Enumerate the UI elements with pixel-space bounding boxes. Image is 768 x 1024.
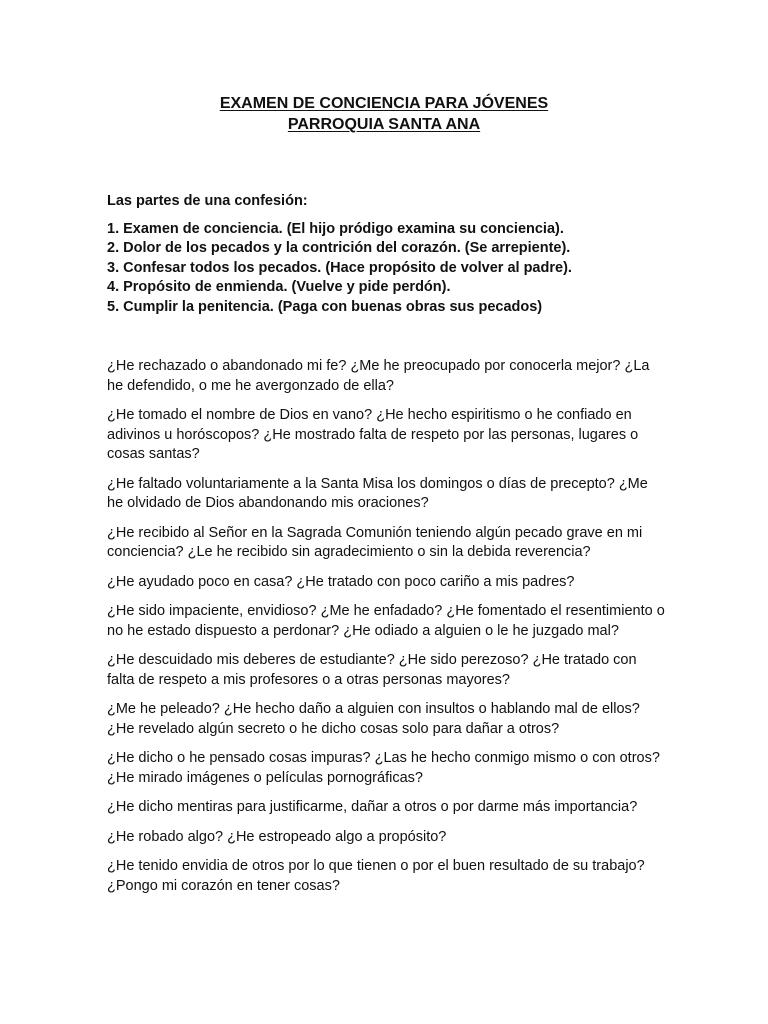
question-paragraph: ¿He tenido envidia de otros por lo que tienen o por el buen resultado de su trabajo? ¿Pongo mi corazón en tener cosas? — [107, 858, 645, 894]
parts-list-item: 2. Dolor de los pecados y la contrición del corazón. (Se arrepiente). — [107, 240, 571, 256]
title-line-1: EXAMEN DE CONCIENCIA PARA JÓVENES — [219, 95, 549, 112]
parts-list — [107, 220, 677, 318]
question-paragraph: ¿He tomado el nombre de Dios en vano? ¿He hecho espiritismo o he confiado en adivinos u horóscopos? ¿He mostrado falta de respeto por las personas, lugares o cosas santas? — [107, 407, 639, 462]
parts-list-item: 1. Examen de conciencia. (El hijo pródigo examina su conciencia). — [107, 220, 564, 237]
parts-heading: Las partes de una confesión: — [107, 193, 308, 209]
question-paragraph: ¿He descuidado mis deberes de estudiante? ¿He sido perezoso? ¿He tratado con falta de respeto a mis profesores o a otras personas mayores? — [107, 652, 637, 688]
question-paragraph: ¿Me he peleado? ¿He hecho daño a alguien con insultos o hablando mal de ellos? ¿He revelado algún secreto o he dicho cosas solo para dañar a otros? — [107, 701, 640, 737]
examination-questions — [107, 357, 667, 906]
document-title — [0, 93, 768, 135]
question-paragraph: ¿He robado algo? ¿He estropeado algo a propósito? — [107, 828, 447, 845]
question-paragraph: ¿He dicho o he pensado cosas impuras? ¿Las he hecho conmigo mismo o con otros? ¿He mirado imágenes o películas pornográficas? — [107, 750, 660, 786]
question-paragraph: ¿He rechazado o abandonado mi fe? ¿Me he preocupado por conocerla mejor? ¿La he defendido, o me he avergonzado de ella? — [107, 358, 650, 394]
confession-parts-section — [107, 192, 677, 317]
question-paragraph: ¿He ayudado poco en casa? ¿He tratado con poco cariño a mis padres? — [107, 573, 575, 590]
question-paragraph: ¿He faltado voluntariamente a la Santa Misa los domingos o días de precepto? ¿Me he olvidado de Dios abandonando mis oraciones? — [107, 475, 648, 511]
question-paragraph: ¿He dicho mentiras para justificarme, dañar a otros o por darme más importancia? — [107, 799, 638, 815]
parts-list-item: 5. Cumplir la penitencia. (Paga con buenas obras sus pecados) — [107, 298, 543, 315]
question-paragraph: ¿He recibido al Señor en la Sagrada Comunión teniendo algún pecado grave en mi conciencia? ¿Le he recibido sin agradecimiento o sin la debida reverencia? — [107, 524, 643, 560]
parts-list-item: 4. Propósito de enmienda. (Vuelve y pide perdón). — [107, 279, 451, 295]
question-paragraph: ¿He sido impaciente, envidioso? ¿Me he enfadado? ¿He fomentado el resentimiento o no he estado dispuesto a perdonar? ¿He odiado a alguien o le he juzgado mal? — [107, 603, 665, 639]
parts-list-item: 3. Confesar todos los pecados. (Hace propósito de volver al padre). — [107, 259, 572, 276]
title-line-2: PARROQUIA SANTA ANA — [287, 116, 481, 133]
